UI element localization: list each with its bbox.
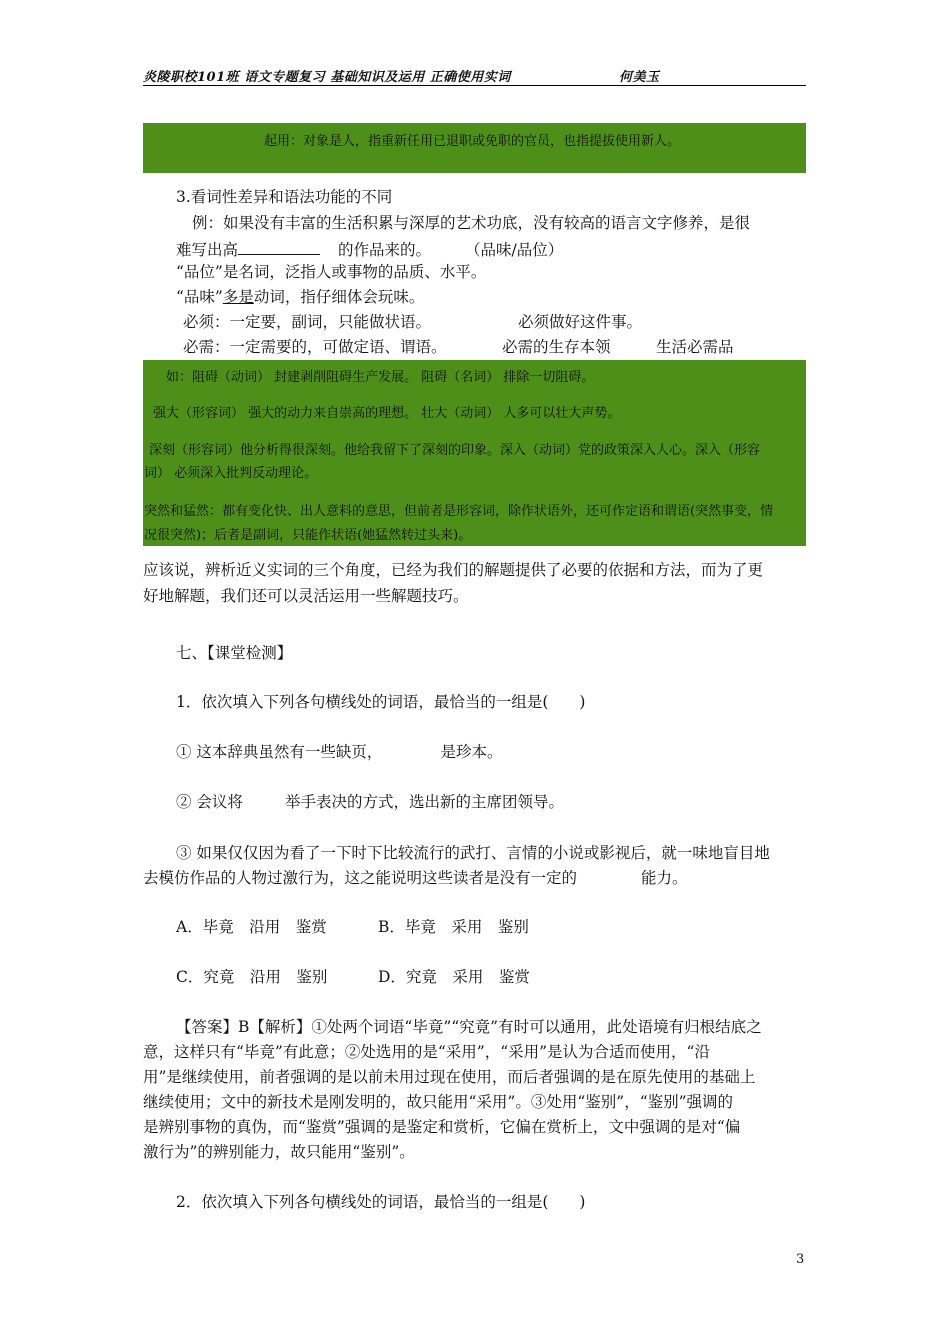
answer-line-3: 用”是继续使用，前者强调的是以前未用过现在使用，而后者强调的是在原先使用的基础上 — [143, 1068, 756, 1086]
summary-line-1: 应该说，辨析近义实词的三个角度，已经为我们的解题提供了必要的依据和方法，而为了更 — [143, 561, 764, 579]
qiangda-example: 强大（形容词） 强大的动力来自崇高的理想。 壮大（动词） 人多可以壮大声势。 — [153, 406, 621, 421]
answer-line-5: 是辨别事物的真伪，而“鉴赏”强调的是鉴定和赏析，它偏在赏析上，文中强调的是对“偏 — [143, 1118, 741, 1136]
q1-option-c: C．究竟 沿用 鉴别 — [176, 968, 328, 986]
bixu2-example-1: 必需的生存本领 — [502, 338, 611, 356]
q1-option-d: D．究竟 采用 鉴赏 — [378, 968, 530, 986]
q1-s2-text-a: ② 会议将 — [176, 793, 243, 811]
q1-s1-text-a: ① 这本辞典虽然有一些缺页， — [176, 743, 383, 761]
turan-example-2: 况很突然)；后者是副词，只能作状语(她猛然转过头来)。 — [144, 528, 472, 543]
top-highlight-box — [143, 123, 806, 173]
answer-line-1: 【答案】B【解析】①处两个词语“毕竟”“究竟”有时可以通用，此处语境有归根结底之 — [176, 1018, 762, 1036]
shenke-example-2: 词） 必须深入批判反动理论。 — [144, 466, 318, 481]
bixu2-example-2: 生活必需品 — [656, 338, 734, 356]
q1-sentence-3b — [143, 871, 688, 887]
qiyong-definition: 起用：对象是人，指重新任用已退职或免职的官员，也指提拔使用新人。 — [264, 134, 681, 149]
q1-s3-text-b: 去模仿作品的人物过激行为，这之能说明这些读者是没有一定的 — [143, 869, 578, 887]
header-title: 炎陵职校101班 语文专题复习 基础知识及运用 正确使用实词 — [143, 70, 511, 85]
zuai-example: 如：阻碍（动词） 封建剥削阻碍生产发展。 阻碍（名词） 排除一切阻碍。 — [166, 370, 595, 385]
q1-s2-text-b: 举手表决的方式，选出新的主席团领导。 — [284, 793, 564, 811]
pinwei2-emphasis: 多是 — [222, 288, 254, 306]
pinwei-definition: “品位”是名词，泛指人或事物的品质、水平。 — [176, 263, 487, 281]
q1-option-b: B．毕竟 采用 鉴别 — [378, 918, 529, 936]
answer-line-4: 继续使用；文中的新技术是刚发明的，故只能用“采用”。③处用“鉴别”，“鉴别”强调的 — [143, 1093, 734, 1111]
example-line-1: 例：如果没有丰富的生活积累与深厚的艺术功底，没有较高的语言文字修养，是很 — [192, 214, 751, 232]
header-rule — [143, 85, 806, 86]
q1-option-a: A．毕竟 沿用 鉴赏 — [176, 918, 327, 936]
q1-sentence-3a: ③ 如果仅仅因为看了一下时下比较流行的武打、言情的小说或影视后，就一味地盲目地 — [176, 844, 770, 862]
answer-line-2: 意，这样只有“毕竟”有此意；②处选用的是“采用”，“采用”是认为合适而使用，“沿 — [143, 1043, 710, 1061]
pinwei2-rest: 动词，指仔细体会玩味。 — [253, 288, 425, 306]
header-author: 何美玉 — [619, 70, 660, 85]
section7-heading: 七、【课堂检测】 — [176, 644, 293, 662]
blank-line — [238, 240, 320, 255]
q1-sentence-1 — [176, 745, 502, 761]
shenke-example-1: 深刻（形容词）他分析得很深刻。他给我留下了深刻的印象。深入（动词）党的政策深入人心。深入（形容 — [149, 443, 761, 458]
example-options: （品味/品位） — [465, 241, 564, 259]
section3-heading: 3.看词性差异和语法功能的不同 — [176, 188, 393, 206]
examples-highlight-box — [143, 360, 806, 546]
q1-s1-text-b: 是珍本。 — [440, 743, 503, 761]
turan-example-1: 突然和猛然：都有变化快、出人意料的意思，但前者是形容词，除作状语外，还可作定语和谓语(突然事变，情 — [144, 504, 774, 519]
bixu-example: 必须做好这件事。 — [518, 313, 643, 331]
summary-line-2: 好地解题，我们还可以灵活运用一些解题技巧。 — [143, 587, 469, 605]
pinwei2-definition — [176, 290, 424, 306]
bixu2-definition: 必需：一定需要的，可做定语、谓语。 — [183, 338, 447, 356]
q1-sentence-2 — [176, 795, 564, 811]
q1-s3-text-c: 能力。 — [641, 869, 688, 887]
pinwei2-term: “品味” — [176, 288, 223, 306]
page-number: 3 — [796, 1252, 805, 1267]
q1-stem: 1．依次填入下列各句横线处的词语，最恰当的一组是( ) — [176, 693, 586, 711]
example-text-a: 难写出高 — [176, 241, 239, 259]
example-line-2 — [176, 240, 563, 259]
bixu-definition: 必须：一定要，副词，只能做状语。 — [183, 313, 432, 331]
example-text-b: 的作品来的。 — [338, 241, 432, 259]
q2-stem: 2．依次填入下列各句横线处的词语，最恰当的一组是( ) — [176, 1193, 586, 1211]
answer-line-6: 激行为”的辨别能力，故只能用“鉴别”。 — [143, 1143, 415, 1161]
